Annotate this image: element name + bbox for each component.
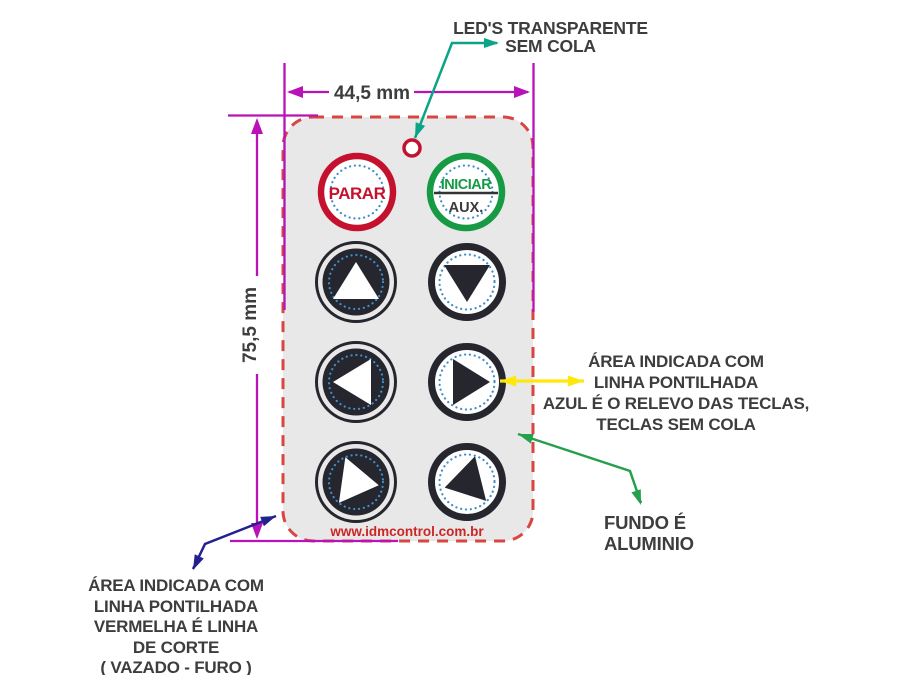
callout-background [604,512,824,554]
keypad-panel [283,117,533,541]
width-dimension-label: 44,5 mm [333,83,411,104]
key-arrow-down [432,247,503,318]
key-arrow-right [432,347,503,418]
callout-relief-line: TECLAS SEM COLA [596,415,756,434]
callout-relief-line: AZUL É O RELEVO DAS TECLAS, [542,394,810,413]
callout-cut-line: ÁREA INDICADA COM [88,576,264,595]
key-parar [321,156,393,228]
key-arrow-left-tilted [432,447,503,518]
leader-cut [193,516,276,570]
callout-led [428,19,673,55]
height-dimension-label: 75,5 mm [240,286,261,364]
dim-arrow-right-icon [514,86,530,98]
callout-cut-line: ( VAZADO - FURO ) [100,658,252,675]
led-hole-icon [404,140,420,156]
dim-arrow-up-icon [251,118,263,134]
key-arrow-right-tilted [317,443,396,522]
key-arrow-left [317,343,396,422]
leader-cut-arrow-target-icon [260,516,276,526]
callout-relief-line: ÁREA INDICADA COM [588,352,764,371]
callout-cut-line: LINHA PONTILHADA [93,596,259,616]
key-iniciar-aux [430,156,502,228]
callout-relief [516,351,836,435]
callout-background-line: ALUMINIO [604,533,694,554]
leader-cut-arrow-text-icon [193,554,204,570]
callout-relief-line: LINHA PONTILHADA [593,373,759,392]
website-url: www.idmcontrol.com.br [330,524,484,539]
leader-background-arrow-text-icon [631,489,641,505]
callout-cut [46,576,306,675]
callout-background-line: FUNDO É [604,512,686,533]
leader-background-line [518,434,641,503]
callout-cut-line: DE CORTE [132,637,220,657]
callout-cut-line: VERMELHA É LINHA [93,617,259,636]
key-iniciar-label: INICIAR [440,177,492,193]
leader-background [518,434,641,505]
dim-arrow-left-icon [287,86,303,98]
callout-led-line: LED'S TRANSPARENTE [453,18,648,38]
callout-led-line: SEM COLA [505,36,596,56]
key-aux-label: AUX. [448,200,484,216]
key-parar-label: PARAR [328,184,386,203]
key-arrow-up [317,243,396,322]
